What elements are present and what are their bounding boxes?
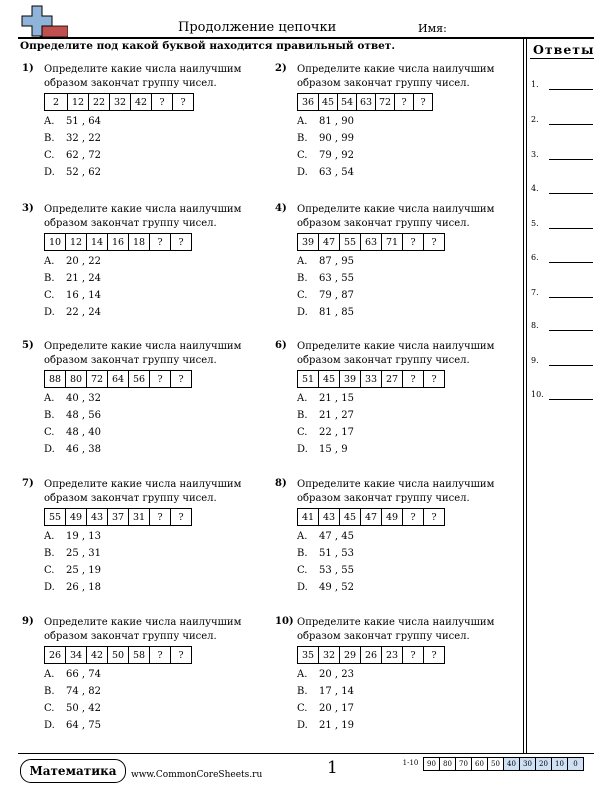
choice-letter: B. [44, 273, 55, 284]
sequence-cell: 34 [66, 647, 87, 663]
sequence-cell: 26 [45, 647, 66, 663]
choice-letter: A. [297, 256, 308, 267]
answer-blank [549, 262, 593, 263]
answer-choice[interactable] [297, 253, 354, 270]
choice-letter: C. [297, 427, 308, 438]
choice-value: 51 , 64 [66, 116, 101, 127]
choice-value: 22 , 24 [66, 307, 101, 318]
score-cell: 20 [536, 757, 552, 771]
choice-letter: C. [297, 150, 308, 161]
choice-value: 15 , 9 [319, 444, 348, 455]
sequence-cell: 72 [87, 371, 108, 387]
answer-line[interactable] [531, 354, 593, 368]
answer-choice[interactable] [297, 270, 354, 287]
score-cell: 30 [520, 757, 536, 771]
answer-choice[interactable] [297, 424, 354, 441]
problem-text: Определите какие числа наилучшим образом закончат группу чисел. [44, 617, 242, 642]
score-cell: 90 [423, 757, 440, 771]
sequence-cell: 51 [298, 371, 319, 387]
choice-value: 50 , 42 [66, 703, 101, 714]
choices-list [297, 253, 354, 321]
answer-choice[interactable] [44, 683, 101, 700]
choice-letter: B. [44, 686, 55, 697]
sequence-cell: 41 [298, 509, 319, 525]
choice-letter: A. [44, 669, 55, 680]
problem-text: Определите какие числа наилучшим образом закончат группу чисел. [297, 204, 495, 229]
score-cell: 80 [440, 757, 456, 771]
problem-number: 7) [22, 478, 34, 489]
answer-line[interactable] [531, 286, 593, 300]
number-sequence [297, 93, 433, 111]
name-label: Имя: [418, 22, 447, 35]
choice-letter: A. [44, 116, 55, 127]
problem [275, 63, 500, 183]
sequence-cell: ? [431, 236, 437, 248]
answers-divider-right [526, 37, 527, 753]
choice-letter: B. [44, 133, 55, 144]
choice-letter: B. [44, 548, 55, 559]
sequence-cell: 18 [129, 234, 150, 250]
answers-divider-left [523, 37, 524, 753]
answer-number: 3. [531, 150, 539, 159]
choice-letter: C. [297, 703, 308, 714]
footer-divider [18, 753, 594, 754]
sequence-cell: 16 [108, 234, 129, 250]
answer-number: 7. [531, 288, 539, 297]
answer-choice[interactable] [297, 113, 354, 130]
sequence-cell: 45 [319, 371, 340, 387]
answer-choice[interactable] [297, 164, 354, 181]
answer-choice[interactable] [44, 441, 101, 458]
choice-value: 47 , 45 [319, 531, 354, 542]
problem-text: Определите какие числа наилучшим образом закончат группу чисел. [44, 204, 242, 229]
problem [22, 478, 247, 598]
choice-letter: A. [297, 531, 308, 542]
sequence-cell: ? [403, 647, 424, 663]
choice-value: 20 , 17 [319, 703, 354, 714]
answer-choice[interactable] [297, 304, 354, 321]
number-sequence [297, 508, 445, 526]
sequence-cell: 63 [357, 94, 376, 110]
choice-value: 53 , 55 [319, 565, 354, 576]
answer-number: 10. [531, 390, 544, 399]
sequence-cell: 26 [361, 647, 382, 663]
sequence-cell: 14 [87, 234, 108, 250]
answer-choice[interactable] [44, 528, 101, 545]
choice-letter: C. [297, 565, 308, 576]
sequence-cell: 43 [87, 509, 108, 525]
answer-choice[interactable] [44, 147, 101, 164]
sequence-cell: ? [178, 373, 184, 385]
score-cell: 70 [456, 757, 472, 771]
problem-number: 9) [22, 616, 34, 627]
sequence-cell: 35 [298, 647, 319, 663]
choice-letter: D. [44, 582, 55, 593]
sequence-cell: 22 [89, 94, 110, 110]
sequence-cell: 49 [382, 509, 403, 525]
problem-number: 6) [275, 340, 287, 351]
choice-value: 63 , 55 [319, 273, 354, 284]
choice-letter: D. [297, 582, 308, 593]
answer-number: 9. [531, 356, 539, 365]
problem-text: Определите какие числа наилучшим образом закончат группу чисел. [297, 341, 495, 366]
score-cell: 50 [488, 757, 504, 771]
answer-number: 1. [531, 80, 539, 89]
sequence-cell: ? [152, 94, 173, 110]
sequence-cell: 42 [131, 94, 152, 110]
choice-value: 17 , 14 [319, 686, 354, 697]
choice-value: 22 , 17 [319, 427, 354, 438]
choice-value: 20 , 22 [66, 256, 101, 267]
number-sequence [297, 646, 445, 664]
sequence-cell: 32 [319, 647, 340, 663]
answer-choice[interactable] [44, 407, 101, 424]
choice-value: 48 , 40 [66, 427, 101, 438]
choice-letter: A. [297, 393, 308, 404]
answers-title-underline [530, 58, 594, 59]
sequence-cell: 32 [110, 94, 131, 110]
choice-letter: D. [44, 167, 55, 178]
answer-line[interactable] [531, 217, 593, 231]
choice-letter: B. [297, 133, 308, 144]
problem [275, 616, 500, 736]
choice-value: 21 , 24 [66, 273, 101, 284]
choice-value: 51 , 53 [319, 548, 354, 559]
choice-letter: D. [297, 307, 308, 318]
sequence-cell: ? [178, 649, 184, 661]
choice-letter: D. [297, 167, 308, 178]
problem [275, 478, 500, 598]
choice-value: 25 , 31 [66, 548, 101, 559]
choice-letter: D. [44, 444, 55, 455]
number-sequence [44, 93, 194, 111]
sequence-cell: ? [178, 511, 184, 523]
choice-letter: D. [44, 720, 55, 731]
number-sequence [297, 233, 445, 251]
choice-letter: C. [44, 565, 55, 576]
choice-value: 79 , 87 [319, 290, 354, 301]
choice-value: 46 , 38 [66, 444, 101, 455]
choice-value: 62 , 72 [66, 150, 101, 161]
sequence-cell: 29 [340, 647, 361, 663]
choice-value: 16 , 14 [66, 290, 101, 301]
choice-value: 32 , 22 [66, 133, 101, 144]
choices-list [297, 390, 354, 458]
choice-value: 90 , 99 [319, 133, 354, 144]
sequence-cell: 47 [361, 509, 382, 525]
answer-choice[interactable] [44, 287, 101, 304]
problem-number: 10) [275, 616, 294, 627]
answer-number: 4. [531, 184, 539, 193]
problem-text: Определите какие числа наилучшим образом закончат группу чисел. [44, 64, 242, 89]
problem-number: 5) [22, 340, 34, 351]
answer-blank [549, 297, 593, 298]
answer-choice[interactable] [44, 113, 101, 130]
sequence-cell: 43 [319, 509, 340, 525]
answer-line[interactable] [531, 148, 593, 162]
answer-line[interactable] [531, 78, 593, 92]
sequence-cell: ? [180, 96, 186, 108]
answer-choice[interactable] [297, 441, 354, 458]
sequence-cell: ? [431, 373, 437, 385]
answer-number: 5. [531, 219, 539, 228]
answer-choice[interactable] [44, 545, 101, 562]
problem [275, 340, 500, 460]
score-cell: 40 [504, 757, 520, 771]
sequence-cell: 2 [45, 94, 68, 110]
choices-list [44, 528, 101, 596]
sequence-cell: 37 [108, 509, 129, 525]
instructions: Определите под какой буквой находится правильный ответ. [20, 40, 395, 52]
answer-choice[interactable] [297, 579, 354, 596]
sequence-cell: 12 [68, 94, 89, 110]
choice-letter: B. [297, 686, 308, 697]
sequence-cell: 49 [66, 509, 87, 525]
sequence-cell: 55 [45, 509, 66, 525]
site-url: www.CommonCoreSheets.ru [131, 770, 263, 780]
answer-choice[interactable] [297, 407, 354, 424]
choices-list [44, 390, 101, 458]
choice-value: 52 , 62 [66, 167, 101, 178]
sequence-cell: ? [395, 94, 414, 110]
choice-letter: A. [297, 116, 308, 127]
sequence-cell: 50 [108, 647, 129, 663]
sequence-cell: ? [178, 236, 184, 248]
sequence-cell: 23 [382, 647, 403, 663]
problem-number: 4) [275, 203, 287, 214]
choice-letter: C. [44, 150, 55, 161]
sequence-cell: ? [403, 234, 424, 250]
score-table [398, 757, 584, 771]
choice-value: 66 , 74 [66, 669, 101, 680]
choice-value: 40 , 32 [66, 393, 101, 404]
choice-value: 74 , 82 [66, 686, 101, 697]
choice-letter: C. [44, 427, 55, 438]
choice-letter: A. [44, 393, 55, 404]
choice-letter: A. [44, 531, 55, 542]
header-divider [18, 37, 594, 39]
choice-letter: C. [297, 290, 308, 301]
sequence-cell: ? [403, 509, 424, 525]
problem-number: 3) [22, 203, 34, 214]
sequence-cell: ? [431, 511, 437, 523]
choice-value: 21 , 19 [319, 720, 354, 731]
sequence-cell: ? [150, 371, 171, 387]
answer-choice[interactable] [44, 717, 101, 734]
choice-value: 19 , 13 [66, 531, 101, 542]
sequence-cell: 39 [340, 371, 361, 387]
answer-choice[interactable] [44, 700, 101, 717]
sequence-cell: 88 [45, 371, 66, 387]
sequence-cell: 31 [129, 509, 150, 525]
score-label: 1-10 [402, 759, 419, 767]
number-sequence [44, 508, 192, 526]
page-title: Продолжение цепочки [178, 20, 337, 35]
answer-choice[interactable] [44, 562, 101, 579]
sequence-cell: 12 [66, 234, 87, 250]
problem-text: Определите какие числа наилучшим образом закончат группу чисел. [297, 479, 495, 504]
choices-list [44, 666, 101, 734]
answer-line[interactable] [531, 251, 593, 265]
sequence-cell: 27 [382, 371, 403, 387]
choice-value: 21 , 15 [319, 393, 354, 404]
sequence-cell: 45 [340, 509, 361, 525]
choice-value: 79 , 92 [319, 150, 354, 161]
sequence-cell: 58 [129, 647, 150, 663]
answer-blank [549, 399, 593, 400]
sequence-cell: 45 [319, 94, 338, 110]
choice-value: 20 , 23 [319, 669, 354, 680]
choice-letter: B. [297, 410, 308, 421]
choice-letter: D. [44, 307, 55, 318]
problem-text: Определите какие числа наилучшим образом закончат группу чисел. [44, 341, 242, 366]
number-sequence [44, 233, 192, 251]
answer-choice[interactable] [44, 666, 101, 683]
answer-choice[interactable] [44, 304, 101, 321]
sequence-cell: ? [150, 647, 171, 663]
choices-list [297, 113, 354, 181]
problem [22, 616, 247, 736]
plus-logo-icon [20, 4, 68, 38]
choices-list [44, 113, 101, 181]
answer-choice[interactable] [44, 130, 101, 147]
number-sequence [44, 370, 192, 388]
sequence-cell: ? [420, 96, 426, 108]
score-cell: 10 [552, 757, 568, 771]
page-number: 1 [327, 758, 338, 778]
choice-letter: B. [297, 273, 308, 284]
brand-badge: Математика [20, 759, 126, 783]
sequence-cell: 33 [361, 371, 382, 387]
choice-value: 48 , 56 [66, 410, 101, 421]
sequence-cell: 80 [66, 371, 87, 387]
choice-letter: B. [297, 548, 308, 559]
answer-line[interactable] [531, 388, 593, 402]
choice-value: 63 , 54 [319, 167, 354, 178]
answer-number: 6. [531, 253, 539, 262]
choice-value: 49 , 52 [319, 582, 354, 593]
answer-choice[interactable] [297, 562, 354, 579]
problem-text: Определите какие числа наилучшим образом закончат группу чисел. [297, 617, 495, 642]
answer-choice[interactable] [44, 390, 101, 407]
problem [22, 203, 247, 323]
answer-choice[interactable] [44, 270, 101, 287]
answer-blank [549, 193, 593, 194]
answer-choice[interactable] [297, 700, 354, 717]
sequence-cell: 10 [45, 234, 66, 250]
sequence-cell: 63 [361, 234, 382, 250]
choice-value: 64 , 75 [66, 720, 101, 731]
choice-value: 81 , 85 [319, 307, 354, 318]
answer-line[interactable] [531, 182, 593, 196]
problem [22, 340, 247, 460]
choice-letter: D. [297, 444, 308, 455]
answer-blank [549, 124, 593, 125]
choice-letter: A. [297, 669, 308, 680]
answer-blank [549, 365, 593, 366]
answer-blank [549, 159, 593, 160]
answer-line[interactable] [531, 113, 593, 127]
choice-letter: A. [44, 256, 55, 267]
answer-choice[interactable] [297, 147, 354, 164]
sequence-cell: ? [431, 649, 437, 661]
sequence-cell: 55 [340, 234, 361, 250]
sequence-cell: 39 [298, 234, 319, 250]
sequence-cell: 36 [298, 94, 319, 110]
answer-choice[interactable] [297, 390, 354, 407]
problem-number: 2) [275, 63, 287, 74]
choices-list [297, 528, 354, 596]
sequence-cell: ? [150, 509, 171, 525]
sequence-cell: 42 [87, 647, 108, 663]
sequence-cell: 72 [376, 94, 395, 110]
answer-choice[interactable] [297, 545, 354, 562]
choice-letter: C. [44, 703, 55, 714]
choices-list [44, 253, 101, 321]
sequence-cell: ? [403, 371, 424, 387]
score-cell: 0 [568, 757, 584, 771]
problem-number: 8) [275, 478, 287, 489]
answer-line[interactable] [531, 319, 593, 333]
answer-blank [549, 89, 593, 90]
answer-choice[interactable] [297, 683, 354, 700]
choice-value: 26 , 18 [66, 582, 101, 593]
choices-list [297, 666, 354, 734]
problem [22, 63, 247, 183]
answer-choice[interactable] [44, 164, 101, 181]
answer-choice[interactable] [44, 424, 101, 441]
choice-value: 87 , 95 [319, 256, 354, 267]
answer-number: 2. [531, 115, 539, 124]
answer-choice[interactable] [297, 287, 354, 304]
answer-blank [549, 228, 593, 229]
answer-choice[interactable] [44, 253, 101, 270]
number-sequence [44, 646, 192, 664]
problem-text: Определите какие числа наилучшим образом закончат группу чисел. [297, 64, 495, 89]
score-cell: 60 [472, 757, 488, 771]
problem-number: 1) [22, 63, 34, 74]
problem [275, 203, 500, 323]
choice-value: 25 , 19 [66, 565, 101, 576]
choice-letter: C. [44, 290, 55, 301]
sequence-cell: 56 [129, 371, 150, 387]
choice-letter: D. [297, 720, 308, 731]
problem-text: Определите какие числа наилучшим образом закончат группу чисел. [44, 479, 242, 504]
answer-choice[interactable] [44, 579, 101, 596]
answer-choice[interactable] [297, 666, 354, 683]
answer-choice[interactable] [297, 130, 354, 147]
answer-choice[interactable] [297, 528, 354, 545]
sequence-cell: ? [150, 234, 171, 250]
sequence-cell: 64 [108, 371, 129, 387]
answer-blank [549, 330, 593, 331]
choice-letter: B. [44, 410, 55, 421]
answers-title: Ответы [533, 42, 595, 57]
choice-value: 21 , 27 [319, 410, 354, 421]
answer-number: 8. [531, 321, 539, 330]
answer-choice[interactable] [297, 717, 354, 734]
sequence-cell: 47 [319, 234, 340, 250]
sequence-cell: 71 [382, 234, 403, 250]
number-sequence [297, 370, 445, 388]
choice-value: 81 , 90 [319, 116, 354, 127]
sequence-cell: 54 [338, 94, 357, 110]
